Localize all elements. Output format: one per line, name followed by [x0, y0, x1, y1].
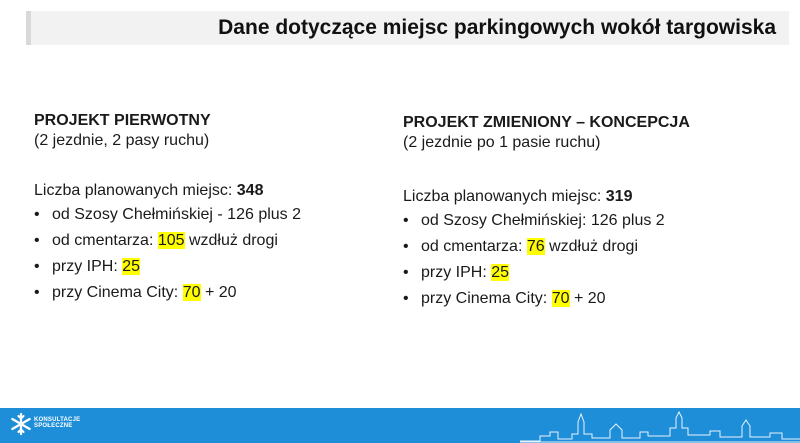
list-item [403, 212, 763, 238]
bullet: • [34, 258, 40, 275]
list-item [403, 238, 763, 264]
item-text: przy Cinema City: [421, 290, 552, 307]
logo-line: KONSULTACJE [34, 417, 81, 423]
column-heading: PROJEKT PIERWOTNY [34, 112, 211, 129]
highlighted-value: 76 [526, 238, 545, 255]
highlighted-value: 105 [157, 232, 185, 249]
list-item [34, 284, 374, 310]
parking-list [34, 206, 374, 310]
city-skyline-icon [520, 408, 800, 443]
item-suffix: wzdłuż drogi [184, 232, 278, 249]
bullet: • [403, 264, 409, 281]
bullet: • [403, 238, 409, 255]
highlighted-value: 25 [122, 258, 141, 275]
planned-spaces-line [403, 188, 763, 206]
item-text: przy IPH: [52, 258, 123, 275]
planned-spaces-value: 319 [605, 188, 633, 205]
item-text: od cmentarza: [52, 232, 158, 249]
consultation-logo [8, 411, 88, 441]
highlighted-value: 70 [182, 284, 201, 301]
bullet: • [403, 290, 409, 307]
bullet: • [34, 206, 40, 223]
parking-list [403, 212, 763, 316]
slide-title: Dane dotyczące miejsc parkingowych wokół targowiska [218, 16, 776, 39]
column-changed-project [403, 114, 763, 316]
highlighted-value: 70 [551, 290, 570, 307]
footer-band [0, 408, 800, 443]
item-suffix: wzdłuż drogi [544, 238, 638, 255]
bullet: • [403, 212, 409, 229]
list-item [403, 264, 763, 290]
bullet: • [34, 284, 40, 301]
planned-spaces-value: 348 [236, 182, 264, 199]
column-subheading: (2 jezdnie, 2 pasy ruchu) [34, 132, 210, 149]
logo-wordmark [34, 417, 80, 429]
item-text: przy IPH: [421, 264, 492, 281]
list-item [34, 258, 374, 284]
bullet: • [34, 232, 40, 249]
planned-spaces-line [34, 182, 374, 200]
item-text: przy Cinema City: [52, 284, 183, 301]
list-item [34, 206, 374, 232]
planned-spaces-label: Liczba planowanych miejsc: [34, 182, 237, 199]
item-text: od Szosy Chełmińskiej: 126 plus 2 [421, 212, 665, 229]
item-suffix: + 20 [569, 290, 606, 307]
column-subheading: (2 jezdnie po 1 pasie ruchu) [403, 134, 601, 151]
item-suffix: + 20 [200, 284, 237, 301]
logo-line: SPOŁECZNE [34, 423, 73, 429]
item-text: od cmentarza: [421, 238, 527, 255]
column-heading: PROJEKT ZMIENIONY – KONCEPCJA [403, 114, 690, 131]
planned-spaces-label: Liczba planowanych miejsc: [403, 188, 606, 205]
list-item [403, 290, 763, 316]
list-item [34, 232, 374, 258]
snowflake-logo-icon [8, 411, 34, 437]
title-bar [26, 11, 789, 45]
item-text: od Szosy Chełmińskiej - 126 plus 2 [52, 206, 302, 223]
highlighted-value: 25 [491, 264, 510, 281]
column-original-project [34, 112, 374, 310]
